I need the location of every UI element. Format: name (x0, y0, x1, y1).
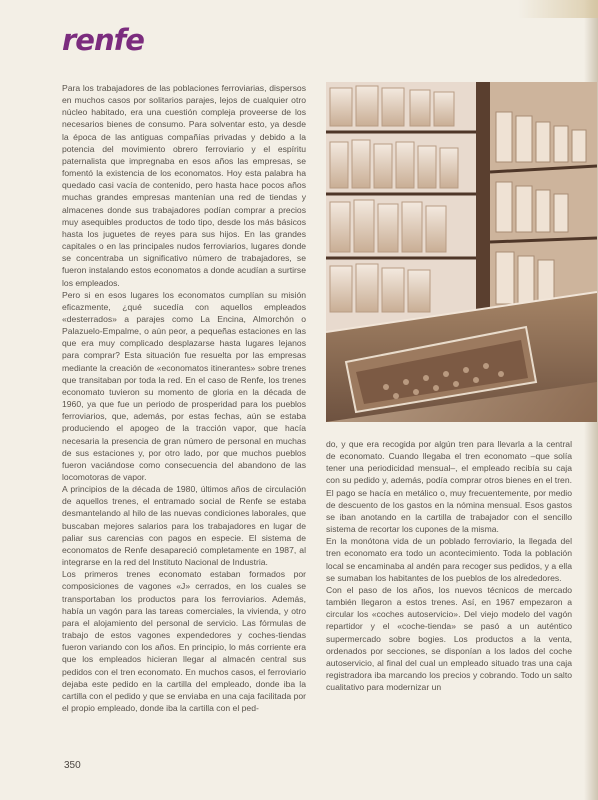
paragraph: Con el paso de los años, los nuevos técnicos de mercado también llegaron a estos trenes. Así, en 1967 empezaron a circular los «coches autoservicio». Del viejo modelo del vagón repartidor y el «coche-tienda» se pasó a un auténtico supermercado sobre bogies. Los productos a la venta, ordenados por secciones, se disponían a los lados del coche autoservicio, al final del cual un empleado situado tras una caja registradora iba marcando los precios y cobrando. Todo un salto cualitativo para modernizar un (326, 584, 572, 693)
paragraph: Para los trabajadores de las poblaciones ferroviarias, dispersos en muchos casos por solitarios parajes, lejos de cualquier otro núcleo habitado, era una cuestión compleja proveerse de los necesarios bienes de consumo. Para solventar esto, ya desde la época de las antiguas compañías privadas y debido a la potencia del movimiento obrero ferroviario y el espíritu paternalista que impregnaba en esos años las empresas, se fomentó la existencia de los economatos. Hoy esta palabra ha quedado casi vacía de contenido, pero hasta hace pocos años muchas grandes empresas mantenían una red de tiendas y almacenes donde sus trabajadores podían comprar a precios muy asequibles productos de todo tipo, desde los más básicos hasta los juguetes de reyes para sus hijos. En las grandes capitales o en las principales nudos ferroviarios, lugares donde se concentraba un significativo número de trabajadores, se fueron instalando estos economatos a donde acudían a surtirse los empleados. (62, 83, 306, 288)
page-corner-shade (518, 0, 598, 18)
paragraph: Los primeros trenes economato estaban formados por composiciones de vagones «J» cerrados, en los cuales se transportaban los productos para los ferroviarios. Además, había un vagón para las tareas comerciales, la vivienda, y otro para el alojamiento del personal de servicio. Las fórmulas de trabajo de estos vagones expendedores y coches-tiendas fueron variando con los años. En principio, lo más corriente era que los empleados hicieran llegar al almacén central sus pedidos con el tren economato. En muchos casos, el ferroviario dejaba este pedido en la cartilla del empleado, donde iba la cartilla con el pedido y que se enviaba en una caja facilitada por el propio empleado, donde iba la cartilla con el ped- (62, 569, 306, 713)
paragraph: do, y que era recogida por algún tren para llevarla a la central de economato. Cuando llegaba el tren economato –que solía tener una periodicidad mensual–, el empleado recibía su caja con su pedido y, además, podía comprar otros bienes en el tren. El pago se hacía en metálico o, muy frecuentemente, por medio de descuento de los gastos en la nómina mensual. Esos gastos se iban anotando en la cartilla de trabajador con el sencillo sistema de recortar los cupones de la misma. (326, 439, 572, 535)
paragraph: A principios de la década de 1980, últimos años de circulación de aquellos trenes, el entramado social de Renfe se estaba desmantelando al hilo de las nuevas condiciones laborales, que buscaban mejores salarios para los trabajadores en lugar de paliar sus carencias con pagos en especie. El sistema de economatos de Renfe desapareció completamente en 1987, al integrarse en la red del Instituto Nacional de Industria. (62, 484, 306, 568)
paragraph: Pero si en esos lugares los economatos cumplían su misión eficazmente, ¿qué sucedía con aquellos empleados «desterrados» a parajes como La Encina, Almorchón o Palazuelo-Empalme, o aún peor, a pequeñas estaciones en las que era muy complicado desplazarse hasta lugares lejanos para comprar? Esta situación fue resuelta por las empresas mediante la creación de «economatos itinerantes» sobre trenes que transitaban por toda la red. En el caso de Renfe, los trenes economato tuvieron su momento de gloria en la década de 1960, ya que fue un periodo de prosperidad para los pueblos ferroviarios, que, además, por estas fechas, aún se estaba produciendo el apogeo de la tracción vapor, que hacía necesaria la presencia de gran número de personal en muchas de sus estaciones y, por otro lado, por que muchos pueblos fueron vaciándose como consecuencia del abandono de las locomotoras de vapor. (62, 289, 306, 482)
left-text-column (62, 82, 306, 714)
page-number: 350 (64, 760, 81, 771)
photo-illustration (326, 82, 597, 422)
paragraph: En la monótona vida de un poblado ferroviario, la llegada del tren economato era todo un acontecimiento. Toda la población local se encaminaba al andén para recoger sus pedidos, y a ella se sumaban los habitantes de los pueblos de los alrededores. (326, 536, 572, 583)
economato-shelves-photo (326, 82, 597, 422)
renfe-logo: renfe (62, 23, 144, 57)
right-text-column (326, 438, 572, 693)
